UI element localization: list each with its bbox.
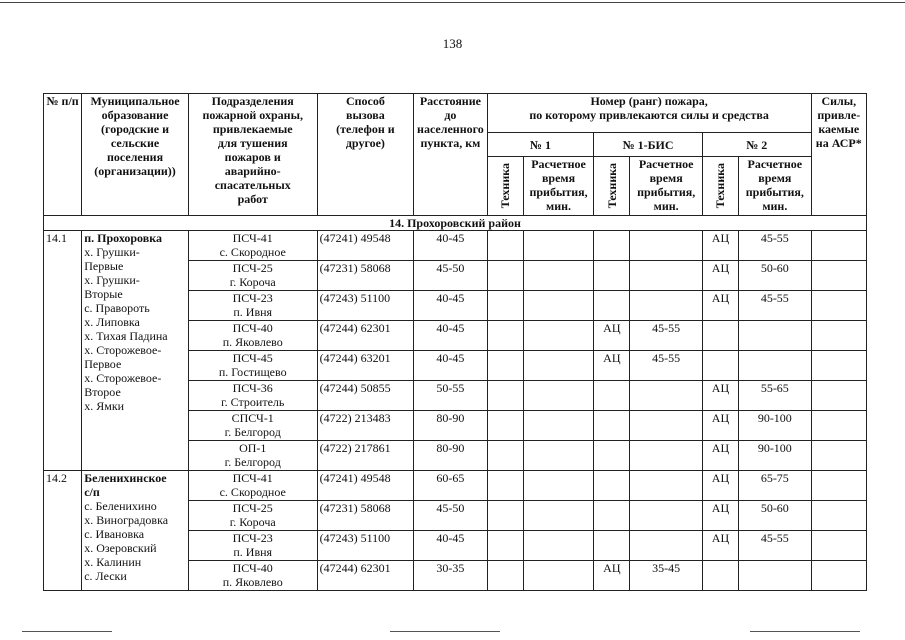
phone-cell: (47231) 58068 bbox=[317, 261, 414, 291]
asr-cell bbox=[811, 261, 866, 291]
tech-1bis-cell bbox=[594, 291, 630, 321]
tech-1-cell bbox=[487, 231, 523, 261]
col-eta-1bis: Расчетное время прибытия, мин. bbox=[630, 157, 702, 216]
unit-cell: ПСЧ-23 п. Ивня bbox=[188, 291, 317, 321]
distance-cell: 45-50 bbox=[414, 261, 487, 291]
asr-cell bbox=[811, 411, 866, 441]
top-rule bbox=[0, 2, 905, 3]
eta-1bis-cell bbox=[630, 231, 702, 261]
phone-cell: (47244) 62301 bbox=[317, 561, 414, 591]
eta-1bis-cell bbox=[630, 291, 702, 321]
asr-cell bbox=[811, 441, 866, 471]
distance-cell: 40-45 bbox=[414, 531, 487, 561]
tech-2-cell: АЦ bbox=[702, 291, 738, 321]
tech-1bis-cell bbox=[594, 531, 630, 561]
asr-cell bbox=[811, 471, 866, 501]
phone-cell: (47241) 49548 bbox=[317, 231, 414, 261]
bottom-rule-right bbox=[750, 631, 860, 632]
eta-2-cell: 45-55 bbox=[739, 531, 811, 561]
eta-1-cell bbox=[523, 441, 593, 471]
unit-cell: ПСЧ-23 п. Ивня bbox=[188, 531, 317, 561]
distance-cell: 80-90 bbox=[414, 441, 487, 471]
phone-cell: (4722) 213483 bbox=[317, 411, 414, 441]
eta-2-cell: 65-75 bbox=[739, 471, 811, 501]
distance-cell: 40-45 bbox=[414, 321, 487, 351]
distance-cell: 80-90 bbox=[414, 411, 487, 441]
distance-cell: 30-35 bbox=[414, 561, 487, 591]
tech-2-cell: АЦ bbox=[702, 231, 738, 261]
col-eta-2: Расчетное время прибытия, мин. bbox=[739, 157, 811, 216]
col-municipality: Муниципальное образование (городские и сельские поселения (организации)) bbox=[82, 94, 189, 216]
col-eta-1: Расчетное время прибытия, мин. bbox=[523, 157, 593, 216]
unit-cell: ПСЧ-40 п. Яковлево bbox=[188, 561, 317, 591]
distance-cell: 50-55 bbox=[414, 381, 487, 411]
tech-2-cell bbox=[702, 561, 738, 591]
eta-1bis-cell bbox=[630, 441, 702, 471]
eta-1-cell bbox=[523, 471, 593, 501]
unit-cell: ПСЧ-40 п. Яковлево bbox=[188, 321, 317, 351]
tech-2-cell: АЦ bbox=[702, 471, 738, 501]
asr-cell bbox=[811, 501, 866, 531]
distance-cell: 40-45 bbox=[414, 231, 487, 261]
phone-cell: (47244) 50855 bbox=[317, 381, 414, 411]
tech-1-cell bbox=[487, 321, 523, 351]
col-tech-1bis: Техника bbox=[594, 157, 630, 216]
eta-2-cell bbox=[739, 561, 811, 591]
tech-1-cell bbox=[487, 411, 523, 441]
tech-1bis-cell bbox=[594, 411, 630, 441]
asr-cell bbox=[811, 291, 866, 321]
eta-2-cell: 90-100 bbox=[739, 441, 811, 471]
tech-1bis-cell bbox=[594, 501, 630, 531]
distance-cell: 40-45 bbox=[414, 291, 487, 321]
tech-2-cell: АЦ bbox=[702, 381, 738, 411]
unit-cell: ОП-1 г. Белгород bbox=[188, 441, 317, 471]
phone-cell: (47244) 63201 bbox=[317, 351, 414, 381]
tech-2-cell: АЦ bbox=[702, 441, 738, 471]
eta-1-cell bbox=[523, 381, 593, 411]
unit-cell: ПСЧ-45 п. Гостищево bbox=[188, 351, 317, 381]
tech-2-cell: АЦ bbox=[702, 501, 738, 531]
col-distance: Расстояние до населенного пункта, км bbox=[414, 94, 487, 216]
eta-1bis-cell bbox=[630, 381, 702, 411]
distance-cell: 60-65 bbox=[414, 471, 487, 501]
eta-2-cell: 45-55 bbox=[739, 291, 811, 321]
eta-1bis-cell bbox=[630, 261, 702, 291]
eta-1-cell bbox=[523, 561, 593, 591]
page-number: 138 bbox=[442, 36, 463, 51]
tech-1-cell bbox=[487, 561, 523, 591]
tech-1bis-cell bbox=[594, 381, 630, 411]
eta-1bis-cell bbox=[630, 471, 702, 501]
row-num: 14.1 bbox=[44, 231, 82, 471]
col-rank-group: Номер (ранг) пожара, по которому привлекаются силы и средства bbox=[487, 94, 811, 133]
col-tech-2: Техника bbox=[702, 157, 738, 216]
eta-1-cell bbox=[523, 501, 593, 531]
tech-2-cell: АЦ bbox=[702, 261, 738, 291]
tech-1-cell bbox=[487, 381, 523, 411]
municipality-cell: Беленихинское с/п с. Беленихино х. Виноградовка с. Ивановка х. Озеровский х. Калинин с. Лески bbox=[82, 471, 189, 591]
tech-1bis-cell bbox=[594, 471, 630, 501]
tech-1bis-cell: АЦ bbox=[594, 321, 630, 351]
municipality-cell: п. Прохоровка х. Грушки- Первые х. Грушки- Вторые с. Правороть х. Липовка х. Тихая Падина х. Сторожевое- Первое х. Сторожевое- Второе х. Ямки bbox=[82, 231, 189, 471]
col-rank-1: № 1 bbox=[487, 133, 594, 157]
unit-cell: ПСЧ-41 с. Скородное bbox=[188, 231, 317, 261]
row-num: 14.2 bbox=[44, 471, 82, 591]
col-num: № п/п bbox=[44, 94, 82, 216]
phone-cell: (4722) 217861 bbox=[317, 441, 414, 471]
unit-cell: ПСЧ-36 г. Строитель bbox=[188, 381, 317, 411]
col-tech-1: Техника bbox=[487, 157, 523, 216]
eta-1bis-cell bbox=[630, 531, 702, 561]
eta-2-cell: 45-55 bbox=[739, 231, 811, 261]
tech-1bis-cell: АЦ bbox=[594, 561, 630, 591]
phone-cell: (47244) 62301 bbox=[317, 321, 414, 351]
eta-2-cell: 50-60 bbox=[739, 261, 811, 291]
eta-2-cell bbox=[739, 351, 811, 381]
tech-1bis-cell: АЦ bbox=[594, 351, 630, 381]
tech-1-cell bbox=[487, 441, 523, 471]
section-title: 14. Прохоровский район bbox=[44, 216, 867, 231]
asr-cell bbox=[811, 381, 866, 411]
eta-1bis-cell bbox=[630, 501, 702, 531]
col-call-method: Способ вызова (телефон и другое) bbox=[317, 94, 414, 216]
eta-1-cell bbox=[523, 531, 593, 561]
unit-cell: СПСЧ-1 г. Белгород bbox=[188, 411, 317, 441]
tech-1-cell bbox=[487, 501, 523, 531]
tech-2-cell bbox=[702, 321, 738, 351]
distance-cell: 40-45 bbox=[414, 351, 487, 381]
table-row bbox=[44, 231, 867, 261]
asr-cell bbox=[811, 351, 866, 381]
eta-2-cell: 55-65 bbox=[739, 381, 811, 411]
unit-cell: ПСЧ-41 с. Скородное bbox=[188, 471, 317, 501]
phone-cell: (47243) 51100 bbox=[317, 291, 414, 321]
tech-2-cell: АЦ bbox=[702, 531, 738, 561]
asr-cell bbox=[811, 321, 866, 351]
eta-1bis-cell: 45-55 bbox=[630, 351, 702, 381]
asr-cell bbox=[811, 561, 866, 591]
unit-cell: ПСЧ-25 г. Короча bbox=[188, 261, 317, 291]
tech-1-cell bbox=[487, 261, 523, 291]
eta-1bis-cell: 45-55 bbox=[630, 321, 702, 351]
eta-1bis-cell bbox=[630, 411, 702, 441]
asr-cell bbox=[811, 231, 866, 261]
unit-cell: ПСЧ-25 г. Короча bbox=[188, 501, 317, 531]
eta-1-cell bbox=[523, 411, 593, 441]
tech-1-cell bbox=[487, 471, 523, 501]
phone-cell: (47231) 58068 bbox=[317, 501, 414, 531]
eta-1-cell bbox=[523, 261, 593, 291]
col-rank-1bis: № 1-БИС bbox=[594, 133, 703, 157]
table-row bbox=[44, 471, 867, 501]
tech-1bis-cell bbox=[594, 441, 630, 471]
asr-cell bbox=[811, 531, 866, 561]
tech-2-cell: АЦ bbox=[702, 411, 738, 441]
eta-1-cell bbox=[523, 231, 593, 261]
tech-1bis-cell bbox=[594, 261, 630, 291]
col-rank-2: № 2 bbox=[702, 133, 811, 157]
tech-2-cell bbox=[702, 351, 738, 381]
eta-2-cell: 50-60 bbox=[739, 501, 811, 531]
phone-cell: (47241) 49548 bbox=[317, 471, 414, 501]
tech-1-cell bbox=[487, 351, 523, 381]
eta-2-cell: 90-100 bbox=[739, 411, 811, 441]
eta-1-cell bbox=[523, 351, 593, 381]
col-units: Подразделения пожарной охраны, привлекаемые для тушения пожаров и аварийно- спасательных работ bbox=[188, 94, 317, 216]
eta-2-cell bbox=[739, 321, 811, 351]
eta-1bis-cell: 35-45 bbox=[630, 561, 702, 591]
eta-1-cell bbox=[523, 291, 593, 321]
tech-1-cell bbox=[487, 531, 523, 561]
distance-cell: 45-50 bbox=[414, 501, 487, 531]
col-asr: Силы, привле- каемые на АСР* bbox=[811, 94, 866, 216]
eta-1-cell bbox=[523, 321, 593, 351]
bottom-rule-center bbox=[390, 631, 500, 632]
bottom-rule-left bbox=[22, 631, 112, 632]
tech-1bis-cell bbox=[594, 231, 630, 261]
tech-1-cell bbox=[487, 291, 523, 321]
fire-resources-table bbox=[43, 93, 867, 591]
phone-cell: (47243) 51100 bbox=[317, 531, 414, 561]
